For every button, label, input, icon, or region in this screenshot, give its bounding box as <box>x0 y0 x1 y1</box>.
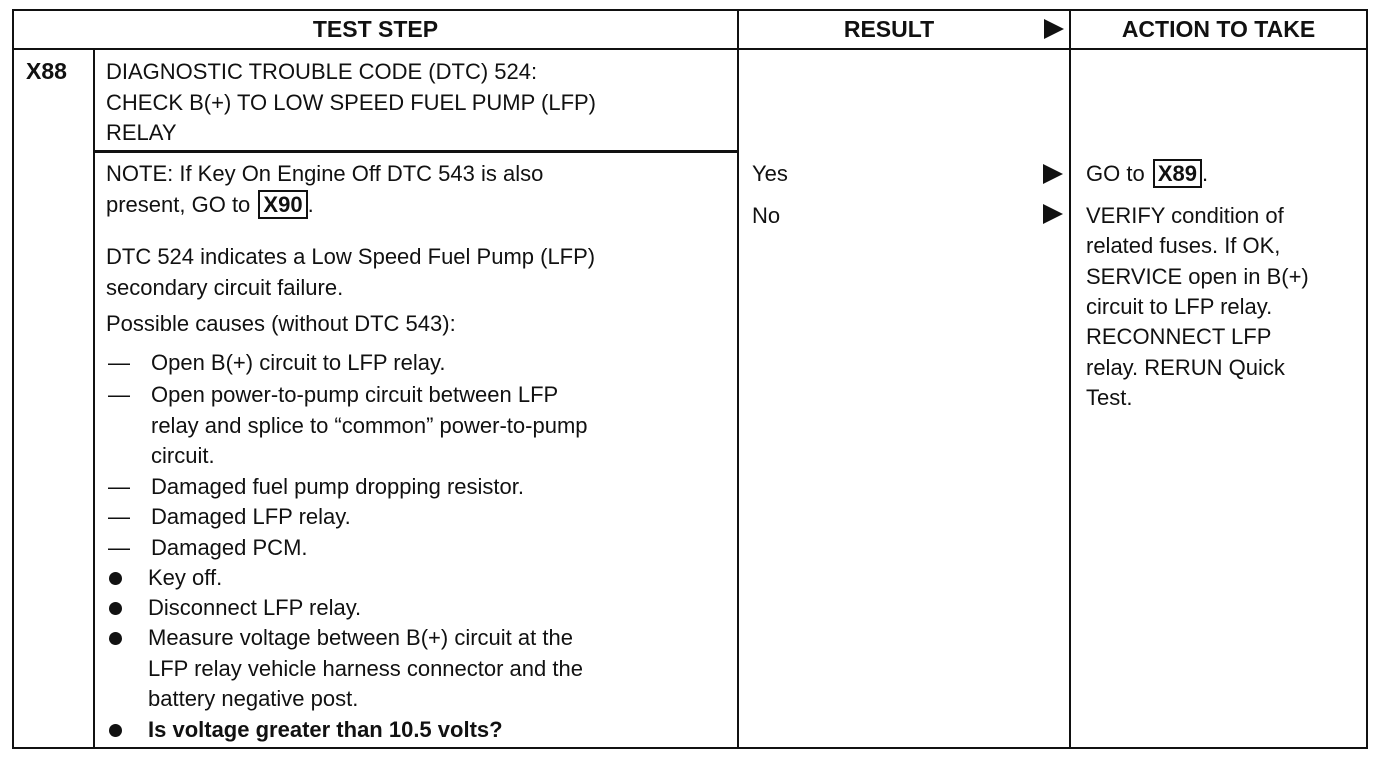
step-ref-x90[interactable]: X90 <box>258 190 307 219</box>
bullet-icon <box>109 724 122 737</box>
bullet-icon <box>109 602 122 615</box>
action-no-line: relay. RERUN Quick <box>1086 355 1285 380</box>
procedure-line: Disconnect LFP relay. <box>148 595 362 620</box>
step-id: X88 <box>26 58 67 84</box>
header-arrow-icon <box>1044 19 1064 39</box>
action-no-line: VERIFY condition of <box>1086 203 1284 228</box>
procedure-line: LFP relay vehicle harness connector and the <box>148 656 583 681</box>
description-line: secondary circuit failure. <box>106 275 344 300</box>
cause-line: Damaged LFP relay. <box>151 504 351 529</box>
table-left-border <box>12 9 14 749</box>
header-result: RESULT <box>843 16 935 42</box>
cause-line: relay and splice to “common” power-to-pump <box>151 413 588 438</box>
description-line: DTC 524 indicates a Low Speed Fuel Pump (LFP) <box>106 244 596 269</box>
id-column-divider <box>93 48 95 749</box>
table-top-border <box>12 9 1368 11</box>
causes-heading: Possible causes (without DTC 543): <box>106 311 456 336</box>
step-title-line: RELAY <box>106 120 177 145</box>
procedure-line: battery negative post. <box>148 686 359 711</box>
table-bottom-border <box>12 747 1368 749</box>
action-no-line: SERVICE open in B(+) <box>1086 264 1309 289</box>
cause-line: circuit. <box>151 443 215 468</box>
action-yes-period: . <box>1201 161 1209 186</box>
bullet-icon <box>109 572 122 585</box>
step-ref-x89[interactable]: X89 <box>1153 159 1202 188</box>
note-line: NOTE: If Key On Engine Off DTC 543 is also <box>106 161 544 186</box>
procedure-line: Key off. <box>148 565 223 590</box>
table-right-border <box>1366 9 1368 749</box>
dash-marker: — <box>108 382 130 407</box>
title-bottom-border <box>94 150 739 153</box>
action-no-line: Test. <box>1086 385 1133 410</box>
dash-marker: — <box>108 474 130 499</box>
header-action: ACTION TO TAKE <box>1121 16 1316 42</box>
cause-line: Open power-to-pump circuit between LFP <box>151 382 559 407</box>
step-title-line: DIAGNOSTIC TROUBLE CODE (DTC) 524: <box>106 59 538 84</box>
cause-line: Open B(+) circuit to LFP relay. <box>151 350 446 375</box>
procedure-question: Is voltage greater than 10.5 volts? <box>148 717 503 742</box>
note-text: present, GO to <box>106 192 251 217</box>
procedure-line: Measure voltage between B(+) circuit at the <box>148 625 573 650</box>
action-no-line: RECONNECT LFP <box>1086 324 1272 349</box>
dash-marker: — <box>108 535 130 560</box>
no-arrow-icon <box>1043 204 1063 224</box>
header-bottom-border <box>12 48 1368 50</box>
cause-line: Damaged PCM. <box>151 535 308 560</box>
note-period: . <box>307 192 314 217</box>
dash-marker: — <box>108 350 130 375</box>
action-no-line: related fuses. If OK, <box>1086 233 1281 258</box>
step-title-line: CHECK B(+) TO LOW SPEED FUEL PUMP (LFP) <box>106 90 597 115</box>
action-no-line: circuit to LFP relay. <box>1086 294 1273 319</box>
result-no: No <box>752 203 781 228</box>
bullet-icon <box>109 632 122 645</box>
action-yes <box>1086 159 1208 190</box>
result-column-divider <box>737 9 739 749</box>
header-test-step: TEST STEP <box>312 16 439 42</box>
action-column-divider <box>1069 9 1071 749</box>
note-line <box>106 190 314 221</box>
action-yes-text: GO to <box>1086 161 1145 186</box>
dash-marker: — <box>108 504 130 529</box>
result-yes: Yes <box>752 161 788 186</box>
cause-line: Damaged fuel pump dropping resistor. <box>151 474 524 499</box>
yes-arrow-icon <box>1043 164 1063 184</box>
